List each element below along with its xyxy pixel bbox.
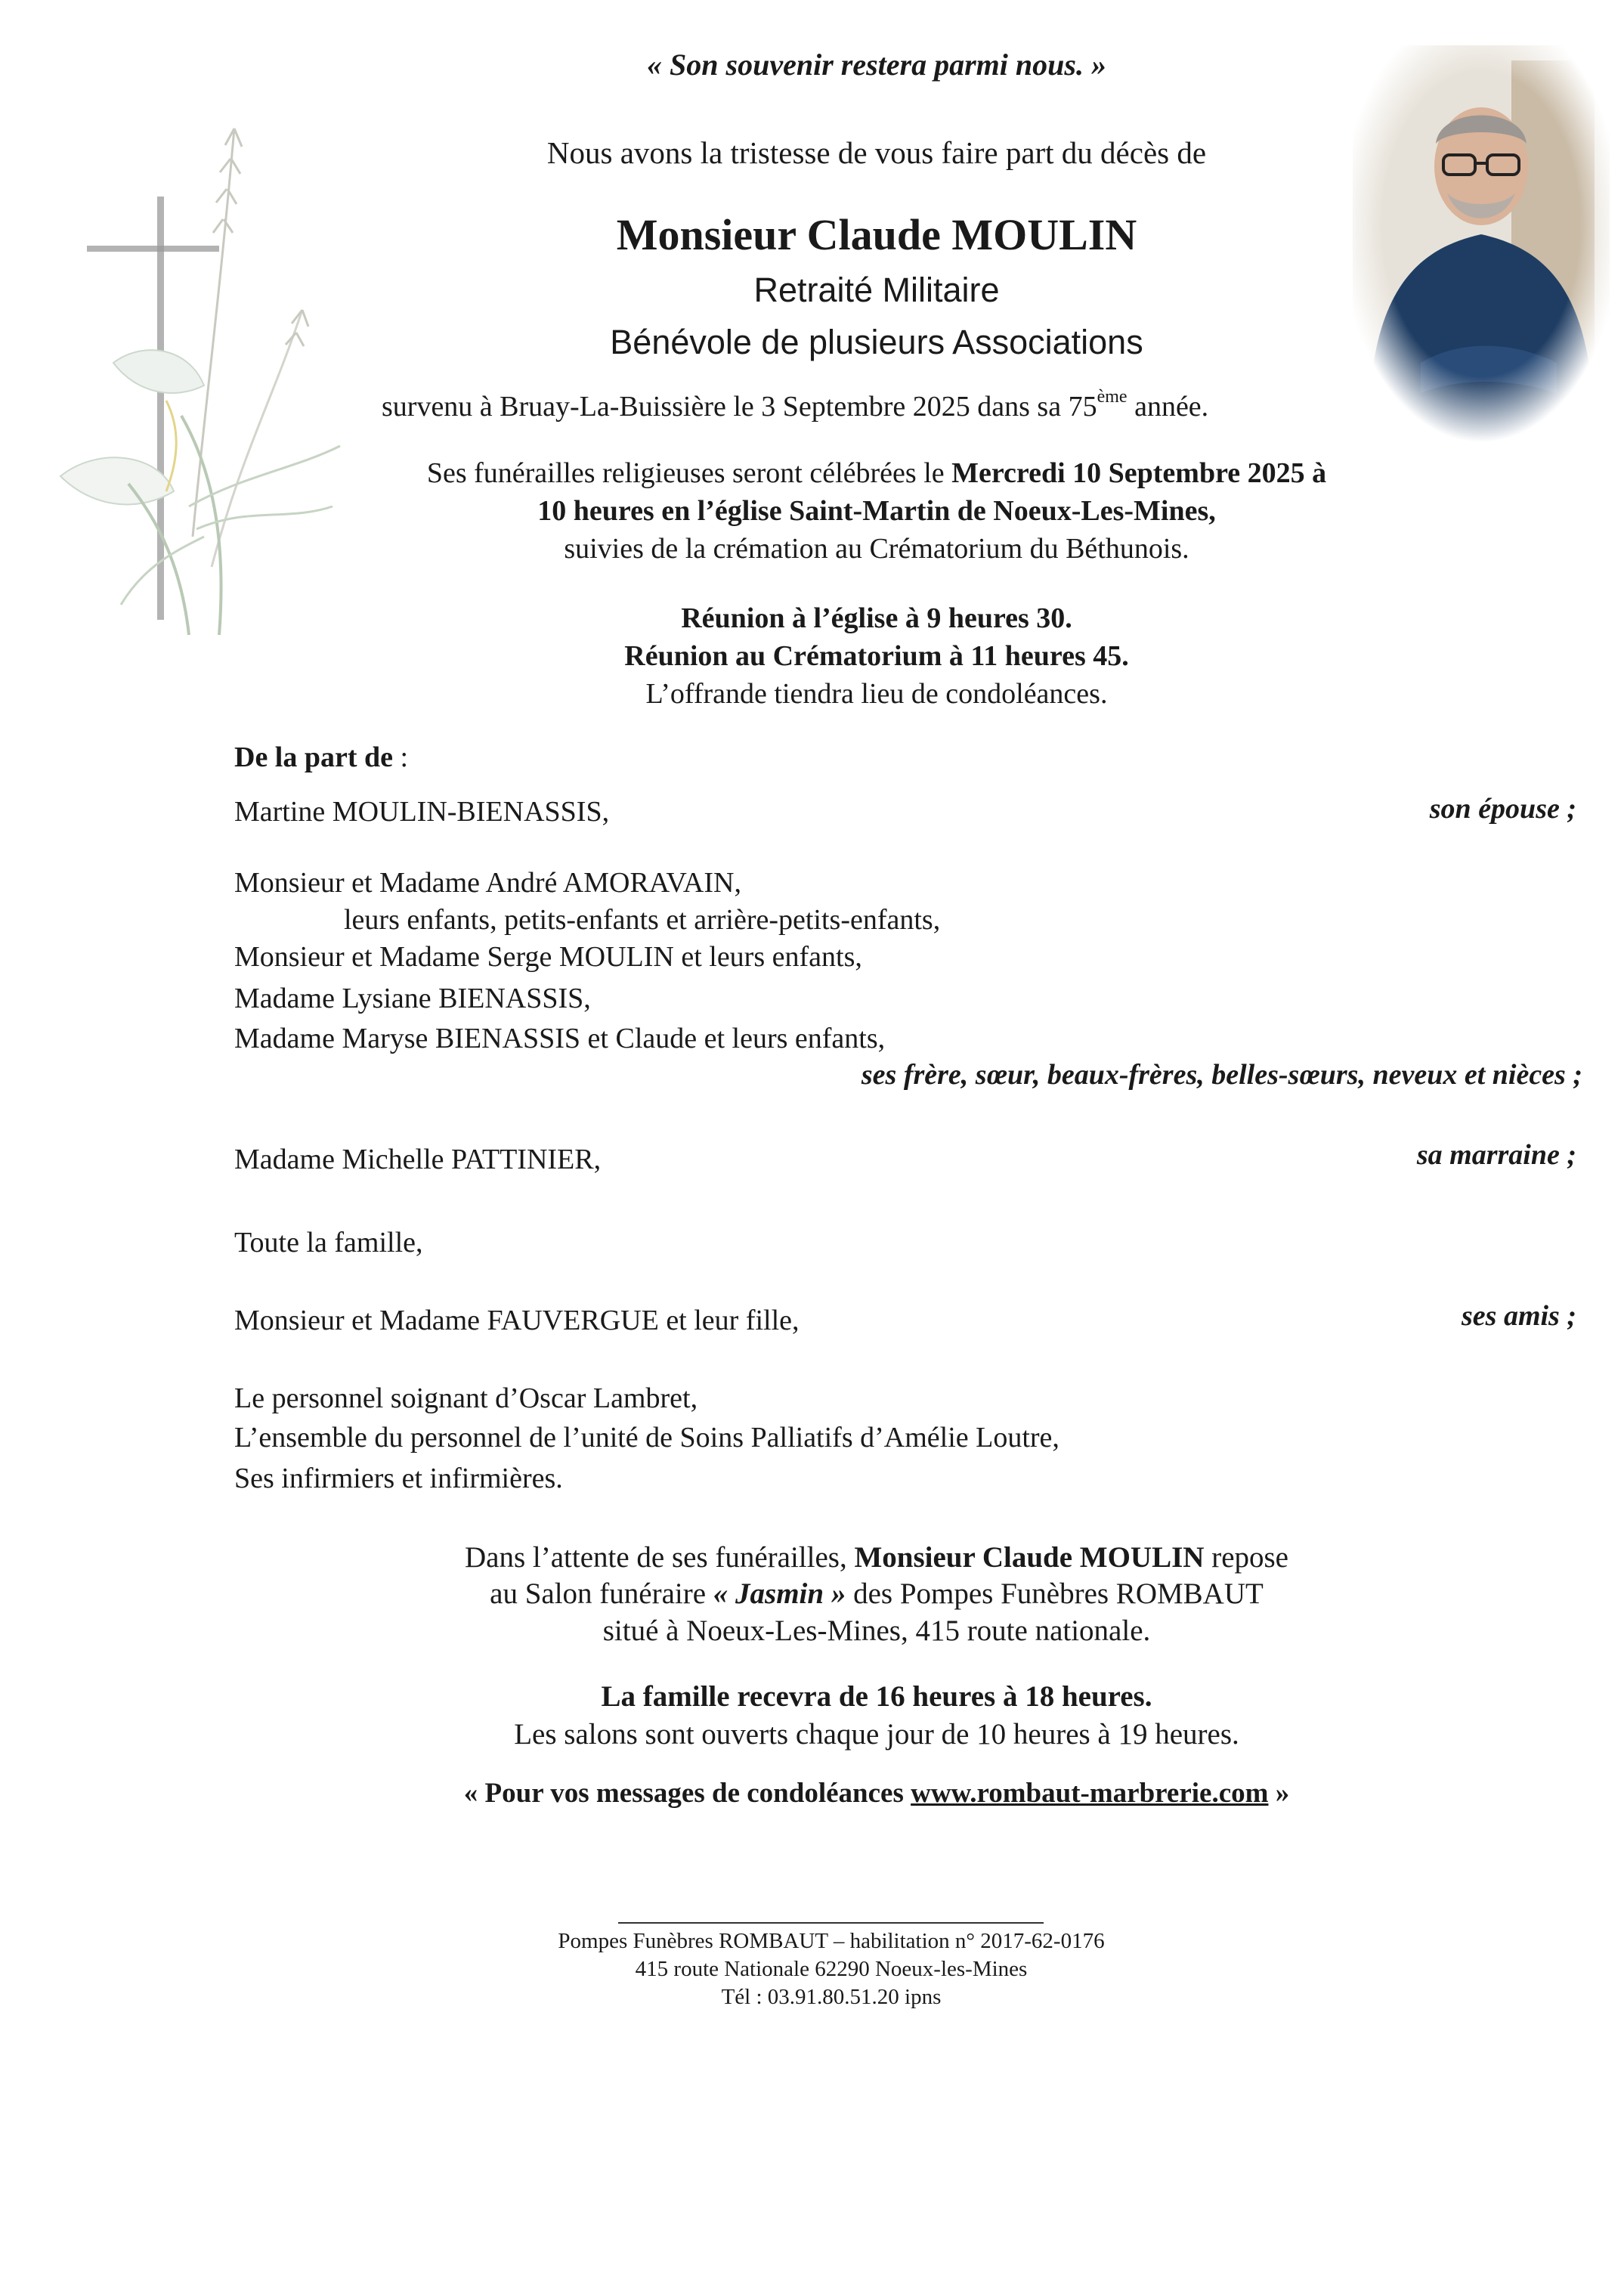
repose-intro: Dans l’attente de ses funérailles, xyxy=(464,1541,855,1574)
announcement: Nous avons la tristesse de vous faire part du décès de xyxy=(546,135,1207,170)
salon-address: situé à Noeux-Les-Mines, 415 route nationale. xyxy=(602,1614,1151,1647)
sibling-3: Monsieur et Madame Serge MOULIN et leurs enfants, xyxy=(234,941,862,973)
meeting-church: Réunion à l’église à 9 heures 30. xyxy=(681,602,1072,634)
salon-company: des Pompes Funèbres ROMBAUT xyxy=(846,1577,1264,1610)
sibling-2: leurs enfants, petits-enfants et arrière-petits-enfants, xyxy=(344,904,941,936)
messages-intro: « Pour vos messages de condoléances xyxy=(463,1778,911,1809)
funeral-line-1 xyxy=(333,456,1421,491)
care-line-2: L’ensemble du personnel de l’unité de Soins Palliatifs d’Amélie Loutre, xyxy=(234,1422,1059,1453)
care-line-1: Le personnel soignant d’Oscar Lambret, xyxy=(234,1382,698,1414)
sibling-1: Monsieur et Madame André AMORAVAIN, xyxy=(234,867,741,899)
repose-name: Monsieur Claude MOULIN xyxy=(854,1541,1205,1574)
cross-icon xyxy=(87,197,219,620)
godmother-relation: sa marraine ; xyxy=(1416,1139,1576,1171)
death-text: survenu à Bruay-La-Buissière le 3 Septembre 2025 dans sa 75 xyxy=(382,391,1097,423)
visit-hours: La famille recevra de 16 heures à 18 heures. xyxy=(601,1680,1152,1713)
friends-name: Monsieur et Madame FAUVERGUE et leur fille, xyxy=(234,1305,800,1336)
friends-relation: ses amis ; xyxy=(1462,1300,1576,1332)
care-line-3: Ses infirmiers et infirmières. xyxy=(234,1463,563,1494)
offering-note: L’offrande tiendra lieu de condoléances. xyxy=(645,678,1108,710)
death-ordinal: ème xyxy=(1097,387,1128,407)
lily-flower-icon xyxy=(60,350,340,635)
funeral-date: Mercredi 10 Septembre 2025 à xyxy=(951,457,1327,489)
family-heading xyxy=(234,739,408,776)
salon-name: « Jasmin » xyxy=(713,1577,846,1610)
cross-lily-decoration xyxy=(30,113,348,642)
sibling-5: Madame Maryse BIENASSIS et Claude et leurs enfants, xyxy=(234,1023,886,1054)
all-family: Toute la famille, xyxy=(234,1227,423,1258)
family-heading-colon: : xyxy=(393,741,409,773)
funeral-location: 10 heures en l’église Saint-Martin de Noeux-Les-Mines, xyxy=(537,495,1216,527)
condolence-messages xyxy=(333,1776,1421,1811)
meeting-crematorium: Réunion au Crématorium à 11 heures 45. xyxy=(624,640,1129,672)
godmother-name: Madame Michelle PATTINIER, xyxy=(234,1144,602,1175)
deceased-occupation: Retraité Militaire xyxy=(753,271,1000,309)
repose-line-1 xyxy=(333,1540,1421,1575)
spouse-relation: son épouse ; xyxy=(1429,793,1576,825)
footer-phone: Tél : 03.91.80.51.20 ipns xyxy=(721,1985,942,2009)
memorial-quote: « Son souvenir restera parmi nous. » xyxy=(647,48,1106,82)
death-text-end: année. xyxy=(1127,391,1209,423)
footer-divider xyxy=(618,1922,1044,1924)
deceased-name: Monsieur Claude MOULIN xyxy=(616,210,1137,259)
cremation-line: suivies de la crémation au Crématorium du Béthunois. xyxy=(564,533,1189,565)
messages-close: » xyxy=(1268,1778,1290,1809)
website-link[interactable]: www.rombaut-marbrerie.com xyxy=(911,1778,1269,1809)
funeral-intro: Ses funérailles religieuses seront célébrées le xyxy=(426,457,952,489)
salon-hours: Les salons sont ouverts chaque jour de 10 heures à 19 heures. xyxy=(514,1718,1239,1751)
salon-intro: au Salon funéraire xyxy=(490,1577,713,1610)
siblings-relation: ses frère, sœur, beaux-frères, belles-sœurs, neveux et nièces ; xyxy=(861,1059,1582,1091)
repose-verb: repose xyxy=(1204,1541,1288,1574)
footer-company: Pompes Funèbres ROMBAUT – habilitation n° 2017-62-0176 xyxy=(558,1929,1105,1953)
sibling-4: Madame Lysiane BIENASSIS, xyxy=(234,983,591,1014)
deceased-role: Bénévole de plusieurs Associations xyxy=(610,323,1143,361)
footer-address: 415 route Nationale 62290 Noeux-les-Mines xyxy=(635,1957,1028,1981)
repose-line-2 xyxy=(333,1577,1421,1611)
family-heading-label: De la part de xyxy=(234,741,394,773)
wheat-icon xyxy=(193,128,308,567)
death-notice xyxy=(382,389,1208,424)
spouse-name: Martine MOULIN-BIENASSIS, xyxy=(234,796,610,828)
